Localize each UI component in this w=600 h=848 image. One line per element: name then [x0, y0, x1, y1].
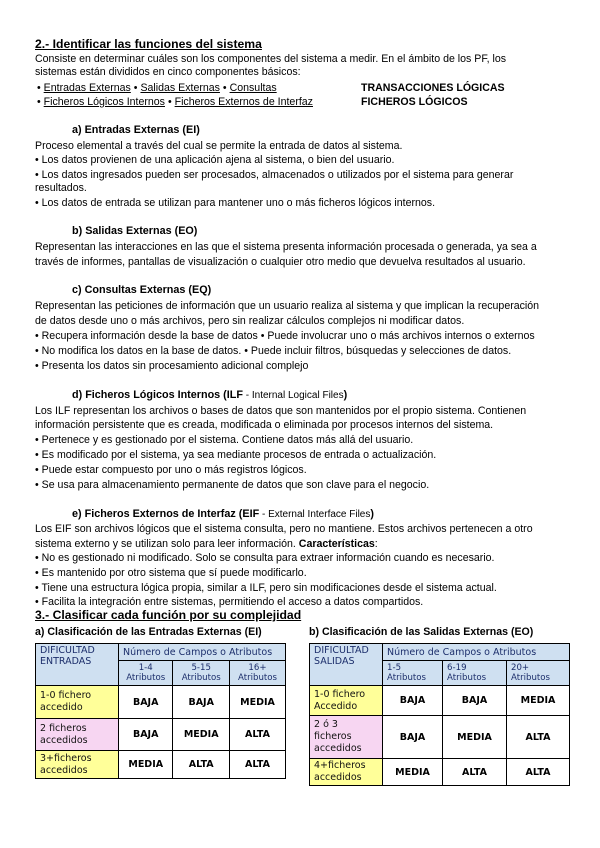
- eq-title: c) Consultas Externas (EQ): [72, 284, 212, 296]
- bullet: •: [167, 96, 172, 108]
- label-transacciones: TRANSACCIONES LÓGICAS: [361, 82, 505, 94]
- table-a-row-1-label: 1-0 fichero accedido: [36, 686, 119, 719]
- component-ei: Entradas Externas: [43, 82, 131, 94]
- table-b-cell: ALTA: [443, 759, 507, 786]
- table-b-caption: b) Clasificación de las Salidas Externas (EO): [309, 626, 534, 638]
- table-b-cell: MEDIA: [443, 716, 507, 759]
- components-line-2: [37, 96, 313, 109]
- eq-line-1: Representan las peticiones de información que un usuario realiza al sistema y que implican la recuperación: [35, 300, 540, 312]
- ei-line-1: Proceso elemental a través del cual se permite la entrada de datos al sistema.: [35, 140, 403, 152]
- ilf-line-3: • Pertenece y es gestionado por el sistema. Contiene datos más allá del usuario.: [35, 434, 414, 446]
- table-a-cell: BAJA: [173, 686, 230, 719]
- bullet: •: [37, 82, 41, 94]
- table-b: [309, 643, 570, 786]
- table-a-cell: ALTA: [229, 719, 285, 751]
- ilf-title-bold: d) Ficheros Lógicos Internos (ILF: [72, 389, 243, 401]
- bullet: •: [222, 82, 227, 94]
- eif-title: [72, 508, 374, 521]
- ilf-line-2: información persistente que es creada, modificada o eliminada por procesos internos del sistema.: [35, 419, 494, 431]
- component-eq: Consultas: [229, 82, 277, 94]
- table-a-cell: MEDIA: [173, 719, 230, 751]
- ei-line-4: resultados.: [35, 182, 87, 194]
- table-row: [310, 686, 570, 716]
- table-a-cell: MEDIA: [229, 686, 285, 719]
- ei-line-5: • Los datos de entrada se utilizan para mantener uno o más ficheros lógicos internos.: [35, 197, 436, 209]
- table-a-cell: BAJA: [119, 719, 173, 751]
- eif-line-2-text: sistema externo y se utilizan solo para leer información.: [35, 538, 299, 550]
- ilf-line-1: Los ILF representan los archivos o bases de datos que son mantenidos por el propio sistema. Contienen: [35, 405, 527, 417]
- eq-line-2: de datos desde uno o más archivos, pero sin realizar cálculos complejos ni modificar datos.: [35, 315, 465, 327]
- ilf-line-6: • Se usa para almacenamiento permanente de datos que son clave para el negocio.: [35, 479, 430, 491]
- table-b-row-3-label: 4+ficheros accedidos: [310, 759, 383, 786]
- table-b-cell: MEDIA: [383, 759, 443, 786]
- eif-title-bold: e) Ficheros Externos de Interfaz (EIF: [72, 508, 260, 520]
- component-eif: Ficheros Externos de Interfaz: [174, 96, 313, 108]
- table-b-corner: DIFICULTAD SALIDAS: [310, 644, 383, 686]
- table-a-cell: BAJA: [119, 686, 173, 719]
- eif-title-close: ): [370, 508, 374, 520]
- eq-line-4: • No modifica los datos en la base de datos. • Puede incluir filtros, búsquedas y selecciones de datos.: [35, 345, 512, 357]
- table-a-col-2: 5-15 Atributos: [173, 661, 230, 686]
- eo-line-1: Representan las interacciones en las que el sistema presenta información procesada o generada, ya sea a: [35, 241, 537, 253]
- table-a: [35, 643, 286, 779]
- eif-line-4: • Es mantenido por otro sistema que sí puede modificarlo.: [35, 567, 307, 579]
- eif-line-2-end: :: [374, 538, 378, 550]
- section-3-title: 3.- Clasificar cada función por su complejidad: [35, 608, 302, 622]
- ilf-title-normal: - Internal Logical Files: [242, 390, 344, 401]
- eif-line-2: [35, 538, 378, 551]
- ilf-title: [72, 389, 347, 402]
- ei-line-2: • Los datos provienen de una aplicación ajena al sistema, o bien del usuario.: [35, 154, 395, 166]
- ei-title: a) Entradas Externas (EI): [72, 124, 200, 136]
- eq-line-3: • Recupera información desde la base de datos • Puede involucrar uno o más archivos internos o externos: [35, 330, 535, 342]
- table-b-cell: BAJA: [383, 716, 443, 759]
- bullet: •: [133, 82, 138, 94]
- table-row: [36, 719, 286, 751]
- table-b-col-2: 6-19 Atributos: [443, 661, 507, 686]
- table-a-row-2-label: 2 ficheros accedidos: [36, 719, 119, 751]
- ei-line-3: • Los datos ingresados pueden ser procesados, almacenados o utilizados por el sistema para generar: [35, 169, 514, 181]
- table-b-row-2-label: 2 ó 3 ficheros accedidos: [310, 716, 383, 759]
- table-row: [310, 716, 570, 759]
- eq-line-5: • Presenta los datos sin procesamiento adicional complejo: [35, 360, 309, 372]
- table-a-cell: MEDIA: [119, 751, 173, 779]
- table-b-cell: ALTA: [506, 716, 569, 759]
- eif-line-3: • No es gestionado ni modificado. Solo se consulta para extraer información cuando es necesario.: [35, 552, 495, 564]
- table-b-row-1-label: 1-0 fichero Accedido: [310, 686, 383, 716]
- table-row: [36, 751, 286, 779]
- table-a-corner: DIFICULTAD ENTRADAS: [36, 644, 119, 686]
- eif-title-normal: - External Interface Files: [259, 509, 371, 520]
- eo-line-2: través de informes, pantallas de visualización o cualquier otro medio que devuelva resultados al usuario.: [35, 256, 526, 268]
- table-b-cell: BAJA: [383, 686, 443, 716]
- table-a-col-1: 1-4 Atributos: [119, 661, 173, 686]
- table-a-col-3: 16+ Atributos: [229, 661, 285, 686]
- ilf-line-5: • Puede estar compuesto por uno o más registros lógicos.: [35, 464, 307, 476]
- section-2-intro-line-1: Consiste en determinar cuáles son los componentes del sistema a medir. En el ámbito de los PF, los: [35, 53, 507, 65]
- table-b-col-1: 1-5 Atributos: [383, 661, 443, 686]
- component-eo: Salidas Externas: [140, 82, 220, 94]
- eif-line-6: • Facilita la integración entre sistemas, permitiendo el acceso a datos compartidos.: [35, 596, 424, 608]
- eif-line-5: • Tiene una estructura lógica propia, similar a ILF, pero sin modificaciones desde el sistema actual.: [35, 582, 497, 594]
- eif-line-1: Los EIF son archivos lógicos que el sistema consulta, pero no mantiene. Estos archivos pertenecen a otro: [35, 523, 533, 535]
- table-b-header: Número de Campos o Atributos: [383, 644, 570, 661]
- components-line-1: [37, 82, 277, 95]
- table-a-row-3-label: 3+ficheros accedidos: [36, 751, 119, 779]
- eo-title: b) Salidas Externas (EO): [72, 225, 198, 237]
- table-row: [36, 686, 286, 719]
- table-b-cell: BAJA: [443, 686, 507, 716]
- table-b-cell: MEDIA: [506, 686, 569, 716]
- table-b-cell: ALTA: [506, 759, 569, 786]
- section-2-title: 2.- Identificar las funciones del sistema: [35, 37, 262, 51]
- table-a-cell: ALTA: [229, 751, 285, 779]
- eif-caracteristicas: Características: [298, 538, 375, 550]
- table-row: [310, 759, 570, 786]
- table-b-col-3: 20+ Atributos: [506, 661, 569, 686]
- section-2-intro-line-2: sistemas están divididos en cinco componentes básicos:: [35, 66, 301, 78]
- ilf-line-4: • Es modificado por el sistema, ya sea mediante procesos de entrada o actualización.: [35, 449, 437, 461]
- label-ficheros: FICHEROS LÓGICOS: [361, 96, 468, 108]
- ilf-title-close: ): [343, 389, 348, 401]
- table-a-cell: ALTA: [173, 751, 230, 779]
- bullet: •: [37, 96, 41, 108]
- table-a-caption: a) Clasificación de las Entradas Externas (EI): [35, 626, 262, 638]
- component-ilf: Ficheros Lógicos Internos: [43, 96, 165, 108]
- table-a-header: Número de Campos o Atributos: [119, 644, 286, 661]
